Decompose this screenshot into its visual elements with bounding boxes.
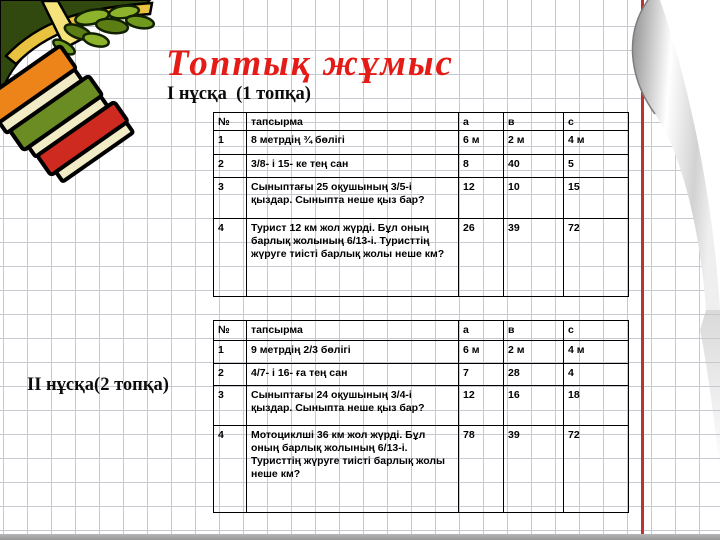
cell-b: 2 м (504, 341, 564, 364)
header-a: а (459, 321, 504, 341)
table-row (214, 219, 629, 297)
cell-a: 78 (459, 426, 504, 513)
cell-b: 16 (504, 386, 564, 426)
header-num: № (214, 113, 247, 131)
cell-a: 6 м (459, 131, 504, 155)
header-task: тапсырма (247, 113, 459, 131)
table-row (214, 178, 629, 219)
cell-a: 8 (459, 155, 504, 178)
cell-c: 4 м (564, 341, 629, 364)
cell-num: 1 (214, 341, 247, 364)
cell-c: 72 (564, 426, 629, 513)
table-header-row (214, 113, 629, 131)
cell-c: 5 (564, 155, 629, 178)
table-row (214, 386, 629, 426)
cell-task: 4/7- і 16- ға тең сан (247, 364, 459, 386)
cell-c: 72 (564, 219, 629, 297)
cell-task: 8 метрдің ¾ бөлігі (247, 131, 459, 155)
header-c: с (564, 113, 629, 131)
table-row (214, 155, 629, 178)
cell-c: 4 (564, 364, 629, 386)
header-b: в (504, 113, 564, 131)
cell-task: Турист 12 км жол жүрді. Бұл оның барлық жолының 6/13-і. Туристтің жүруге тиісті барлық жолы неше км? (247, 219, 459, 297)
slide-bottom-edge (0, 534, 720, 540)
variant1-heading: І нұсқа (1 топқа) (167, 84, 311, 104)
cell-c: 15 (564, 178, 629, 219)
cell-b: 28 (504, 364, 564, 386)
cell-task: Сыныптағы 24 оқушының 3/4-і қыздар. Сыныпта неше қыз бар? (247, 386, 459, 426)
table-row (214, 364, 629, 386)
cell-b: 2 м (504, 131, 564, 155)
cell-num: 3 (214, 386, 247, 426)
header-b: в (504, 321, 564, 341)
cell-num: 2 (214, 364, 247, 386)
cell-a: 12 (459, 386, 504, 426)
cell-task: 3/8- і 15- ке тең сан (247, 155, 459, 178)
cell-b: 39 (504, 426, 564, 513)
header-c: с (564, 321, 629, 341)
table-header-row (214, 321, 629, 341)
cell-task: Сыныптағы 25 оқушының 3/5-і қыздар. Сыныпта неше қыз бар? (247, 178, 459, 219)
slide-title: Топтық жұмыс (166, 43, 454, 84)
books-garland-clipart-icon (0, 0, 200, 215)
cell-task: 9 метрдің 2/3 бөлігі (247, 341, 459, 364)
cell-a: 12 (459, 178, 504, 219)
variant2-table (213, 320, 629, 513)
cell-a: 6 м (459, 341, 504, 364)
header-task: тапсырма (247, 321, 459, 341)
cell-task: Мотоциклші 36 км жол жүрді. Бұл оның барлық жолының 6/13-і. Туристтің жүруге тиісті барлық жолы неше км? (247, 426, 459, 513)
header-num: № (214, 321, 247, 341)
table-row (214, 341, 629, 364)
cell-a: 26 (459, 219, 504, 297)
cell-num: 4 (214, 219, 247, 297)
cell-b: 39 (504, 219, 564, 297)
cell-a: 7 (459, 364, 504, 386)
table-row (214, 426, 629, 513)
variant2-heading: ІІ нұсқа(2 топқа) (27, 375, 169, 395)
cell-c: 18 (564, 386, 629, 426)
cell-num: 3 (214, 178, 247, 219)
cell-num: 2 (214, 155, 247, 178)
variant1-table (213, 112, 629, 297)
cell-num: 4 (214, 426, 247, 513)
cell-b: 10 (504, 178, 564, 219)
table-row (214, 131, 629, 155)
cell-b: 40 (504, 155, 564, 178)
header-a: а (459, 113, 504, 131)
cell-c: 4 м (564, 131, 629, 155)
cell-num: 1 (214, 131, 247, 155)
